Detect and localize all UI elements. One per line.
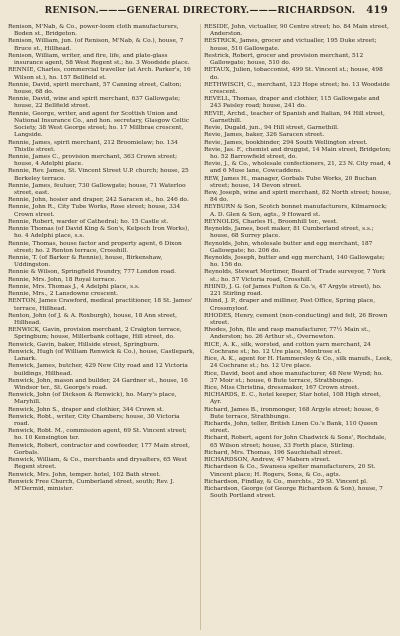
directory-entry: REVIE, Archd., teacher of Spanish and Italian, 94 Hill street, Garnethill. <box>204 110 385 124</box>
directory-entry: RENNIE, Charles, commercial traveller (at Arch. Parker's, 16 Wilson st.), ho. 157 Bellfield st. <box>8 67 191 81</box>
directory-entry: Rennie, David, spirit merchant, 57 Canning street, Calton; house, 68 do. <box>8 81 182 95</box>
directory-entry: Rice, Miss Christina, dressmaker, 167 Crown street. <box>204 384 360 391</box>
directory-entry: Reynolds, John, wholesale butter and egg merchant, 187 Gallowgate; ho. 206 do. <box>204 240 373 254</box>
directory-entry: Renton, John (of J. & A. Roxburgh), house, 18 Ann street, Hillhead. <box>8 312 178 326</box>
directory-entry: Renwick, John S., draper and clothier, 344 Crown st. <box>8 406 164 413</box>
directory-entry: REYBURN & Son, Scotch bonnet manufacturers, Kilmarnock; A. D. Glen & Son, agts., 9 Howard st. <box>204 204 387 218</box>
directory-entry: Rennie, James, spirit merchant, 212 Broomielaw; ho. 134 Thistle street. <box>8 139 178 153</box>
directory-entry: Renison, William, writer, and fire, life, and plate-glass insurance agent, 58 West Regent st.; ho. 3 Woodside place. <box>8 52 190 67</box>
directory-entry: Rennie, David, wine and spirit merchant, 637 Gallowgate; house, 22 Bellfield street. <box>8 96 181 110</box>
directory-entry: Rice, A. K., agent for H. Hammersley & Co., silk manufs., Leek, 24 Cochrane st.; ho. 12 Ure place. <box>204 356 392 370</box>
directory-entry: REYNOLDS, Charles H., Broomhill ter., west. <box>204 218 338 225</box>
directory-entry: Rennie, James C., provision merchant, 363 Crown street; house, 4 Adelphi place. <box>8 153 178 168</box>
directory-entry: Richardson & Co., Swansea spelter manufacturers, 20 St. Vincent place; H. Rogers, Sons, & Co., agts. <box>204 464 376 478</box>
directory-entry: Renwick, Robert, contractor and cowfeeder, 177 Main street, Gorbals. <box>8 442 190 456</box>
directory-entry: Reynolds, James, boot maker, 81 Cumberland street, s.s.; house, 68 Surrey place. <box>204 226 374 240</box>
directory-entry: Renwick, Robt., writer, City Chambers; house, 30 Victoria road. <box>8 413 180 428</box>
directory-entry: RENWICK, Gavin, provision merchant, 2 Craigton terrace, Springbum; house, Millerbank cottage, Hill street, do. <box>8 327 182 341</box>
directory-entry: Revie, Jas. F., chemist and druggist, 14 Main street, Bridgeton; ho. 52 Barrowfield street, do. <box>204 146 391 160</box>
directory-entry: Renison, William, jun. (of Renison, M'Nab, & Co.), house, 7 Bruce st., Hillhead. <box>8 38 184 52</box>
running-title: RENISON.———GENERAL DIRECTORY.———RICHARDSON. <box>44 6 356 16</box>
directory-entry: Rennie, T. (of Barker & Rennie), house, Birkenshaw, Uddingston. <box>8 255 163 269</box>
directory-entry: Rennie, Thomas, house factor and property agent, 6 Dixon street; ho. 2 Renton terrace, Crosshill. <box>8 240 182 254</box>
directory-entry: RENTON, James Crawford, medical practitioner, 18 St. James' terrace, Hillhead. <box>8 298 193 312</box>
directory-entry: Rennie & Wilson, Springfield Foundry, 777 London road. <box>8 269 177 276</box>
directory-entry: REW, James H., manager, Gorbals Tube Works, 20 Buchan street; house, 14 Devon street. <box>204 175 377 189</box>
directory-entry: Rice, David, boot and shoe manufacturer, 48 New Wynd; ho. 37 Moir st.; house, 6 Bute terrace, Strathbungo. <box>204 370 383 384</box>
directory-entry: Rennie, John R., City Tube Works, Rose street; house, 334 Crown street. <box>8 204 181 218</box>
directory-entry: Renison, M'Nab, & Co., power-loom cloth manufacturers, Boden st., Bridgeton. <box>8 24 179 38</box>
directory-entry: RHIND, J. G. (of James Fulton & Co.'s, 47 Argyle street), ho. 221 Stirling road. <box>204 283 382 298</box>
directory-entry: RESTRICK, James, grocer and victualler, 195 Duke street; house, 510 Gallowgate. <box>204 38 377 52</box>
directory-entry: Renwick, Mrs. John, temper. hotel, 102 Bath street. <box>8 471 161 478</box>
directory-entry: Revie, James, baker, 326 Saracen street. <box>204 132 325 139</box>
directory-entry: Renwick, William, & Co., merchants and drysalters, 65 West Regent street. <box>8 457 187 471</box>
directory-entry: Renwick, Robt. M., commission agent, 69 St. Vincent street; ho. 10 Kensington ter. <box>8 428 187 442</box>
directory-entry: Rennie, John, hosier and draper, 242 Saracen st., ho. 246 do. <box>8 197 189 204</box>
directory-entry: RICHARDS, E. C., hotel keeper, Star hotel, 108 High street, Ayr. <box>204 392 382 406</box>
directory-entry: Revie, Dugald, jun., 94 Hill street, Garnethill. <box>204 125 339 132</box>
directory-entry: Rennie, James, feuluer, 730 Gallowgate; house, 71 Waterloo street, east. <box>8 182 186 197</box>
left-column <box>8 24 196 493</box>
directory-entry: Reynolds, Stewart Mortimer, Board of Trade surveyor, 7 York st.; ho. 57 Victoria road, Crosshill. <box>204 269 386 283</box>
directory-entry: Revie, James, bookbinder, 294 South Wellington street. <box>204 139 368 146</box>
directory-entry: Revie, J., & Co., wholesale confectioners, 21, 23 N. City road, 4 and 6 Muse lane, Cowcaddens. <box>204 161 392 175</box>
directory-entry: Richards, John, teller, British Linen Co.'s Bank, 110 Queen street. <box>204 421 378 435</box>
directory-entry: Restrick, Robert, grocer and provision merchant, 512 Gallowgate; house, 510 do. <box>204 52 364 67</box>
directory-entry: RETAUX, Julien, tobacconist, 499 St. Vincent st.; house, 498 do. <box>204 67 383 81</box>
directory-entry: Renwick, James, butcher, 429 New City road and 12 Victoria buildings, Hillhead. <box>8 363 188 377</box>
directory-entry: REVELL, Thomas, draper and clothier, 115 Gallowgate and 243 Paisley road; house, 241 do. <box>204 96 380 110</box>
page-header <box>0 0 400 22</box>
directory-entry: Rennie, Mrs. Thomas J., 4 Adelphi place, s.s. <box>8 283 140 290</box>
directory-entry: Rennie, Robert, warder of Cathedral; ho. 15 Castle st. <box>8 218 169 225</box>
directory-entry: Renwick, Hugh (of William Renwick & Co.), house, Castlepark, Lanark. <box>8 348 195 363</box>
directory-entry: RHODES, Henry, cement (non-conducting) and felt, 26 Brown street. <box>204 312 388 326</box>
directory-entry: Rhind, J. P., draper and milliner, Post Office, Spring place, Crossmyloof. <box>204 298 376 312</box>
directory-entry: Richardson, George (of George Richardson & Son), house, 7 South Portland street. <box>204 486 383 500</box>
directory-entry: Richardson, Findlay, & Co., merchts., 29 St. Vincent pl. <box>204 478 368 485</box>
directory-entry: Renwick, John (of Dickson & Renwick), ho. Mary's place, Maryhill. <box>8 392 177 406</box>
directory-entry: Rennie, Mrs., 2 Lansdowne crescent. <box>8 291 119 298</box>
directory-entry: Renwick, John, mason and builder, 24 Gardner st., house, 16 Windsor ter., St. George's road. <box>8 377 188 391</box>
directory-entry: Richard, James B., ironmonger, 168 Argyle street; house, 6 Bute terrace, Strathbungo. <box>204 406 379 420</box>
directory-entry: Renwick, Gavin, baker, Hillside street, Springburn. <box>8 341 160 348</box>
directory-entry: RICHARDSON, Andrew, 47 Mabern street. <box>204 457 331 464</box>
directory-entry: RETHWISCH, C., merchant, 123 Hope street; ho. 13 Woodside crescent. <box>204 81 390 95</box>
directory-entry: Rew, Joseph, wine and spirit merchant, 82 North street; house, 84 do. <box>204 190 392 204</box>
column-divider <box>200 24 201 630</box>
directory-entry: RESIDE, John, victualler, 90 Centre street; ho. 84 Main street, Anderston. <box>204 24 389 38</box>
directory-entry: Rennie, Rev. James, St. Vincent Street U.P. church; house, 25 Berkeley terrace. <box>8 168 189 182</box>
directory-entry: Richard, Mrs. Thomas, 196 Sauchiehall street. <box>204 449 343 456</box>
directory-entry: Rennie, Mrs. John, 18 Royal terrace. <box>8 276 117 283</box>
right-column <box>204 24 392 500</box>
directory-entry: Reynolds, Joseph, butter and egg merchant, 140 Gallowgate; ho. 156 do. <box>204 255 385 269</box>
directory-entry: RICE, A. K., silk, worsted, and cotton yarn merchant, 24 Cochrane st.; ho. 12 Ure place, Montrose st. <box>204 341 371 355</box>
directory-entry: Renwick Free Church, Cumberland street, south; Rev. J. M'Dermid, minister. <box>8 478 175 492</box>
directory-entry: Rennie, George, writer, and agent for Scottish Union and National Insurance Co., and hon. secretary, Glasgow Celtic Society, 38 West George street; ho. 17 Millbrae crescent, Langside. <box>8 110 190 139</box>
directory-entry: Rennie Thomas (of David King & Son's, Kelpoch Iron Works), ho. 4 Adelphi place, s.s. <box>8 226 190 240</box>
directory-entry: Richard, Robert, agent for John Chadwick & Sons', Rochdale, 65 Wilson street; house, 33 Forth place, Stirling. <box>204 435 387 449</box>
page-number: 419 <box>366 5 388 16</box>
directory-entry: Rhodes, John, file and rasp manufacturer, 77½ Main st., Anderston; ho. 26 Arthur st., Overnewton. <box>204 327 371 341</box>
